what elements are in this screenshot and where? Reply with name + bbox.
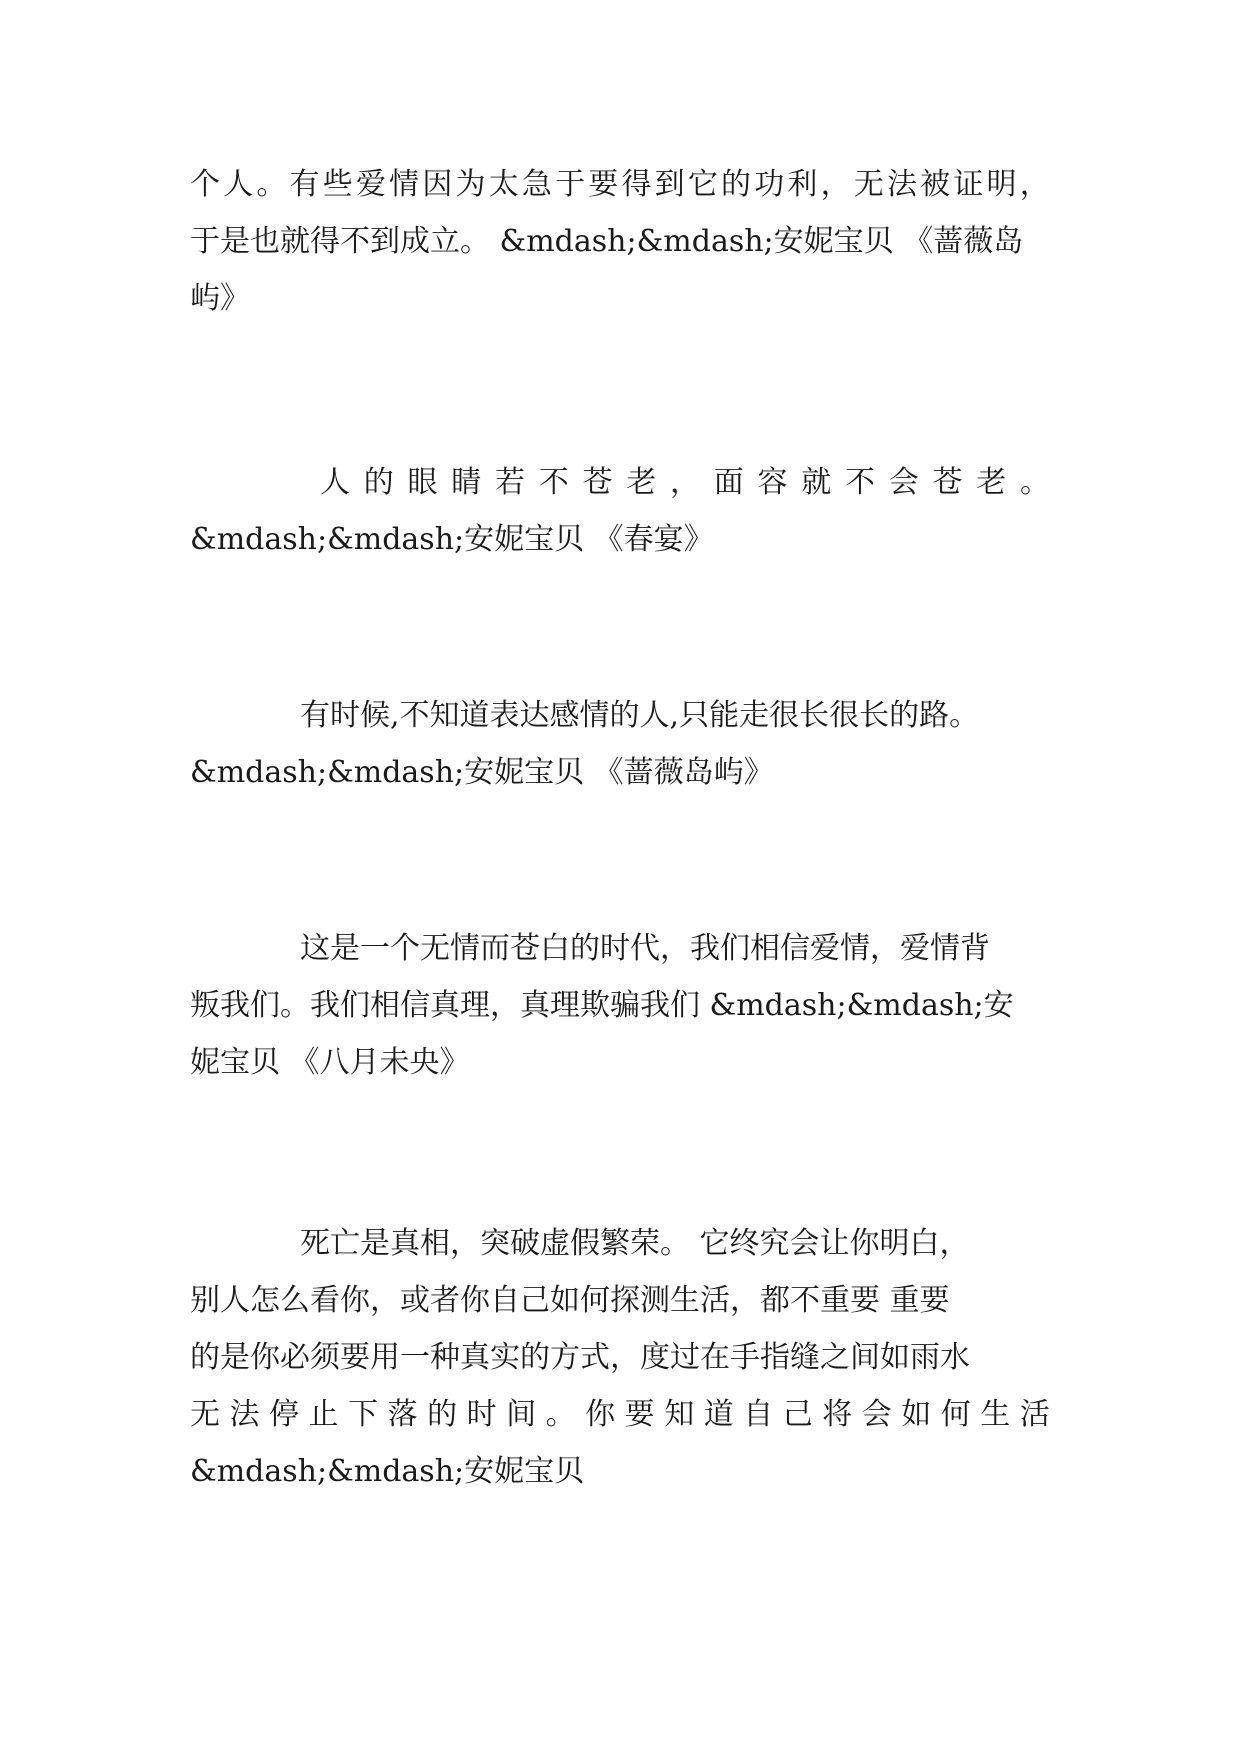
glyph: 个 [190,167,220,202]
glyph: 利 [787,167,818,202]
glyph: 些 [322,167,353,202]
glyph: 苍 [582,465,613,500]
glyph: 如 [901,1397,932,1432]
glyph: 时 [466,1397,497,1432]
glyph: 的 [721,167,751,202]
glyph: ， [670,465,700,500]
glyph: 容 [757,465,788,500]
glyph: 到 [654,167,685,202]
paragraph-5-line-4 [190,1386,1050,1444]
glyph: 会 [861,1397,892,1432]
glyph: 会 [888,465,919,500]
glyph: 老 [626,465,657,500]
glyph: 的 [363,465,394,500]
glyph: 眼 [407,465,438,500]
glyph: 面 [713,465,744,500]
glyph: 落 [387,1397,418,1432]
paragraph-5-line-3: 的是你必须要用一种真实的方式，度过在手指缝之间如雨水 [190,1340,970,1375]
glyph: 证 [953,167,984,202]
glyph: 老 [976,465,1007,500]
paragraph-1-line-2: 于是也就得不到成立。 &mdash;&mdash;安妮宝贝 《蔷薇岛 [190,224,1024,259]
glyph: 无 [853,167,884,202]
glyph: 己 [782,1397,813,1432]
paragraph-5-line-5: &mdash;&mdash;安妮宝贝 [190,1454,585,1489]
glyph: 不 [845,465,875,500]
glyph: 功 [754,167,785,202]
glyph: 急 [521,167,552,202]
paragraph-4-line-3: 妮宝贝 《八月未央》 [190,1045,470,1080]
glyph: 太 [488,167,519,202]
glyph: 法 [229,1397,260,1432]
glyph: 知 [664,1397,695,1432]
glyph: 法 [886,167,917,202]
glyph: ， [820,167,851,202]
glyph: 停 [269,1397,300,1432]
glyph: 。 [545,1397,576,1432]
glyph: 无 [190,1397,220,1432]
paragraph-4-line-2: 叛我们。我们相信真理，真理欺骗我们 &mdash;&mdash;安 [190,988,1014,1023]
glyph: 的 [427,1397,458,1432]
glyph: 为 [455,167,486,202]
glyph: 因 [422,167,453,202]
paragraph-3-line-2: &mdash;&mdash;安妮宝贝 《蔷薇岛屿》 [190,755,774,790]
glyph: 要 [624,1397,655,1432]
glyph: 活 [1019,1397,1050,1432]
glyph: 情 [389,167,420,202]
glyph: 有 [289,167,320,202]
paragraph-1-line-3: 屿》 [190,281,250,316]
glyph: 于 [555,167,586,202]
glyph: 人 [223,167,254,202]
glyph: 要 [588,167,619,202]
glyph: 将 [822,1397,853,1432]
glyph: 人 [320,465,350,500]
glyph: 若 [495,465,525,500]
glyph: 睛 [451,465,482,500]
glyph: 。 [1020,465,1050,500]
glyph: 就 [801,465,832,500]
glyph: 间 [506,1397,537,1432]
paragraph-2-line-2: &mdash;&mdash;安妮宝贝 《春宴》 [190,522,714,557]
paragraph-4-line-1: 这是一个无情而苍白的时代，我们相信爱情，爱情背 [300,931,990,966]
glyph: 不 [538,465,569,500]
glyph: 被 [920,167,951,202]
paragraph-5-line-1: 死亡是真相，突破虚假繁荣。 它终究会让你明白， [300,1226,970,1261]
glyph: 它 [687,167,718,202]
glyph: 爱 [355,167,386,202]
glyph: 下 [348,1397,379,1432]
glyph: 明 [986,167,1017,202]
paragraph-1-line-1 [190,156,1050,214]
glyph: 生 [980,1397,1011,1432]
glyph: 道 [703,1397,734,1432]
glyph: 何 [940,1397,971,1432]
glyph: 得 [621,167,652,202]
glyph: 自 [743,1397,774,1432]
glyph: 止 [308,1397,339,1432]
paragraph-5-line-2: 别人怎么看你，或者你自己如何探测生活，都不重要 重要 [190,1283,950,1318]
glyph: ， [1019,167,1050,202]
paragraph-3-line-1: 有时候,不知道表达感情的人,只能走很长很长的路。 [300,698,980,733]
glyph: 你 [585,1397,616,1432]
paragraph-2-line-1 [190,454,1050,512]
glyph: 。 [256,167,287,202]
glyph: 苍 [932,465,963,500]
